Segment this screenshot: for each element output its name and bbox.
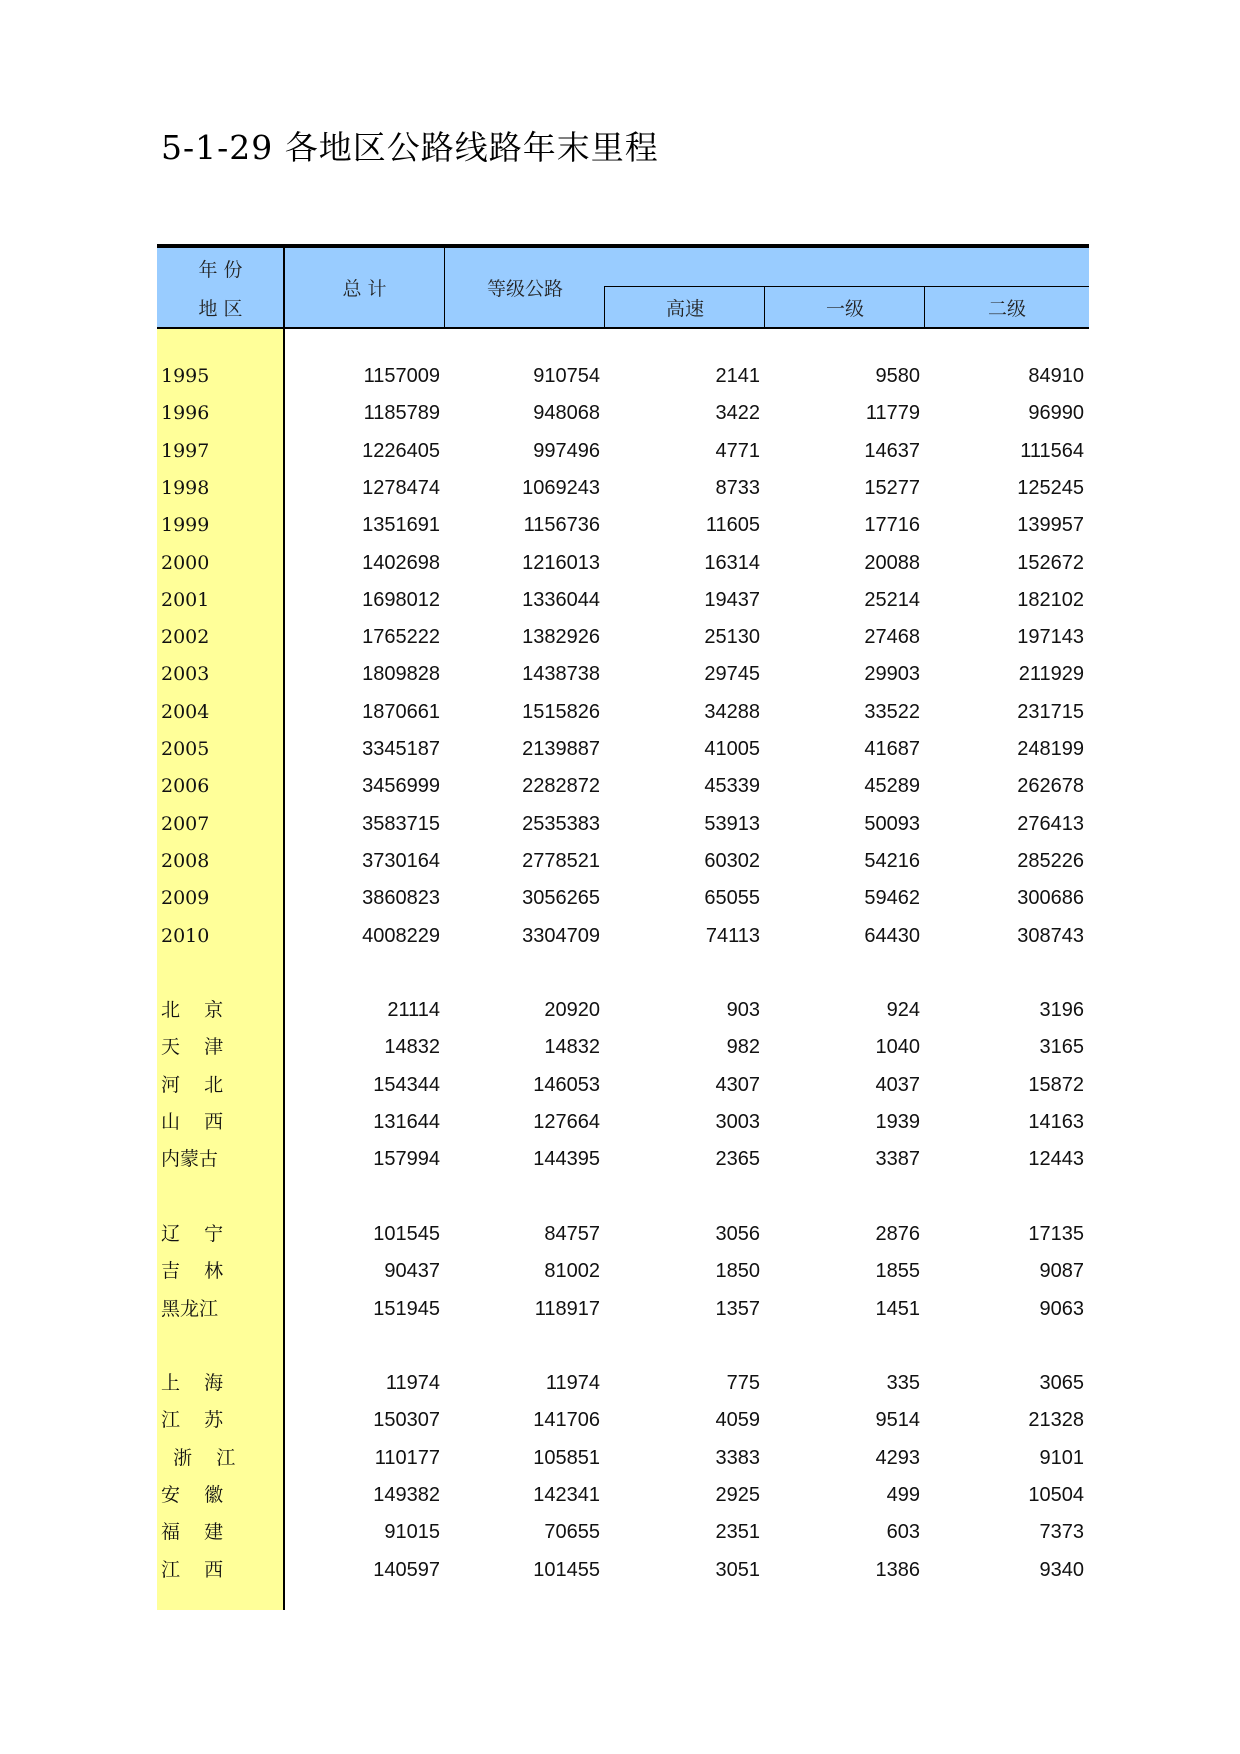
- row-label: 1997: [161, 439, 210, 462]
- cell-class-1: 3387: [875, 1148, 920, 1171]
- cell-total: 3345187: [362, 738, 440, 760]
- cell-class-2: 152672: [1017, 551, 1084, 574]
- cell-class-2: 9087: [1039, 1260, 1084, 1283]
- cell-expressway: 982: [726, 1036, 760, 1059]
- header-region-label: 地 区: [198, 298, 243, 320]
- cell-class-2: 197143: [1017, 626, 1084, 649]
- row-label: 2005: [161, 738, 210, 760]
- cell-total: 150307: [373, 1409, 440, 1432]
- cell-graded: 142341: [533, 1484, 600, 1506]
- row-label: 浙 江: [161, 1446, 236, 1469]
- cell-class-2: 285226: [1017, 849, 1084, 872]
- table-row: [157, 843, 1089, 879]
- cell-class-1: 1040: [875, 1036, 920, 1059]
- cell-class-2: 3196: [1039, 999, 1084, 1022]
- table-row: [157, 1477, 1089, 1513]
- cell-class-1: 17716: [864, 514, 920, 537]
- cell-expressway: 45339: [704, 775, 760, 798]
- cell-graded: 81002: [544, 1260, 600, 1283]
- cell-class-2: 3165: [1039, 1036, 1084, 1059]
- cell-total: 3456999: [362, 775, 440, 798]
- cell-class-2: 96990: [1028, 402, 1084, 425]
- cell-graded: 3056265: [522, 887, 600, 910]
- cell-graded: 146053: [533, 1073, 600, 1096]
- cell-expressway: 8733: [715, 476, 760, 499]
- cell-graded: 118917: [534, 1297, 600, 1320]
- table-row: [157, 1104, 1089, 1140]
- table-row: [157, 1253, 1089, 1289]
- cell-graded: 1069243: [522, 476, 600, 499]
- cell-total: 154344: [373, 1073, 440, 1096]
- cell-total: 131644: [373, 1111, 440, 1133]
- row-label: 2009: [161, 887, 210, 910]
- row-label: 安 徽: [161, 1484, 224, 1506]
- table-row: [157, 1029, 1089, 1065]
- cell-class-1: 9514: [875, 1409, 920, 1432]
- row-label: 江 苏: [161, 1409, 224, 1432]
- header-class-2: 二级: [987, 297, 1026, 320]
- cell-expressway: 16314: [704, 551, 760, 574]
- cell-class-1: 4037: [875, 1073, 920, 1096]
- table-row: [157, 992, 1089, 1028]
- cell-total: 1278474: [362, 476, 440, 499]
- cell-graded: 948068: [533, 402, 600, 425]
- cell-graded: 20920: [544, 999, 600, 1022]
- table-row: [157, 1514, 1089, 1550]
- cell-class-2: 9063: [1039, 1297, 1084, 1320]
- cell-expressway: 3003: [715, 1111, 760, 1133]
- cell-graded: 127664: [533, 1111, 600, 1133]
- cell-class-2: 300686: [1017, 887, 1084, 910]
- row-label: 1998: [161, 476, 210, 499]
- cell-total: 1809828: [362, 663, 440, 686]
- cell-class-2: 111564: [1020, 439, 1084, 462]
- cell-graded: 1438738: [522, 663, 600, 686]
- row-label: 2003: [161, 663, 210, 686]
- table-row: [157, 731, 1089, 767]
- table-row: [157, 507, 1089, 543]
- cell-total: 21114: [387, 999, 440, 1022]
- cell-total: 149382: [373, 1484, 440, 1506]
- cell-class-1: 4293: [875, 1446, 920, 1469]
- cell-class-2: 125245: [1017, 476, 1084, 499]
- cell-class-2: 84910: [1028, 365, 1084, 387]
- cell-class-1: 50093: [864, 812, 920, 835]
- cell-expressway: 3051: [715, 1558, 760, 1581]
- cell-class-2: 276413: [1017, 812, 1084, 835]
- cell-class-1: 499: [886, 1484, 920, 1506]
- cell-class-1: 33522: [864, 700, 920, 723]
- row-label: 1995: [161, 365, 210, 387]
- header-class-1: 一级: [825, 297, 864, 320]
- cell-total: 1765222: [362, 626, 440, 649]
- cell-expressway: 60302: [704, 849, 760, 872]
- cell-expressway: 3383: [715, 1446, 760, 1469]
- cell-graded: 70655: [544, 1521, 600, 1544]
- cell-total: 1402698: [362, 551, 440, 574]
- cell-class-2: 9340: [1039, 1558, 1084, 1581]
- row-label: 2002: [161, 626, 210, 649]
- cell-total: 14832: [384, 1036, 440, 1059]
- cell-expressway: 74113: [705, 924, 760, 947]
- table-row: [157, 1402, 1089, 1438]
- header-graded-roads: 等级公路: [486, 278, 563, 300]
- cell-class-2: 182102: [1017, 588, 1084, 611]
- cell-graded: 997496: [533, 439, 600, 462]
- table-row: [157, 694, 1089, 730]
- cell-expressway: 29745: [704, 663, 760, 686]
- cell-class-1: 1451: [875, 1297, 920, 1320]
- table-row: [157, 1141, 1089, 1177]
- table-row: [157, 358, 1089, 394]
- header-total: 总 计: [342, 278, 387, 300]
- cell-total: 1698012: [362, 588, 440, 611]
- cell-class-2: 14163: [1028, 1111, 1084, 1133]
- cell-class-1: 27468: [864, 626, 920, 649]
- cell-class-1: 1386: [875, 1558, 920, 1581]
- cell-total: 1185789: [363, 402, 440, 425]
- cell-class-2: 262678: [1017, 775, 1084, 798]
- cell-graded: 84757: [544, 1222, 600, 1245]
- row-label: 内蒙古: [161, 1148, 219, 1171]
- cell-class-1: 603: [886, 1521, 920, 1544]
- cell-class-1: 1855: [875, 1260, 920, 1283]
- header-divider: [604, 286, 605, 327]
- row-label: 吉 林: [161, 1260, 224, 1283]
- table-row: [157, 1291, 1089, 1327]
- cell-expressway: 65055: [704, 887, 760, 910]
- cell-graded: 144395: [533, 1148, 600, 1171]
- row-label: 江 西: [161, 1558, 224, 1581]
- table-row: [157, 1067, 1089, 1103]
- table-row: [157, 470, 1089, 506]
- cell-class-2: 21328: [1028, 1409, 1084, 1432]
- cell-class-2: 15872: [1028, 1073, 1084, 1096]
- cell-class-2: 3065: [1039, 1372, 1084, 1395]
- cell-expressway: 2351: [715, 1521, 760, 1544]
- cell-expressway: 25130: [704, 626, 760, 649]
- cell-total: 4008229: [362, 924, 440, 947]
- cell-total: 1226405: [362, 439, 440, 462]
- cell-class-1: 15277: [864, 476, 920, 499]
- row-label: 2004: [161, 700, 210, 723]
- cell-expressway: 3056: [715, 1222, 760, 1245]
- cell-total: 3583715: [362, 812, 440, 835]
- cell-total: 11974: [385, 1372, 440, 1395]
- cell-class-1: 924: [886, 999, 920, 1022]
- table-row: [157, 433, 1089, 469]
- cell-class-2: 231715: [1017, 700, 1084, 723]
- row-label: 2000: [161, 551, 210, 574]
- cell-expressway: 1357: [715, 1297, 760, 1320]
- cell-total: 110177: [374, 1446, 440, 1469]
- row-label: 2001: [161, 588, 210, 611]
- page-title: 5-1-29 各地区公路线路年末里程: [161, 128, 659, 167]
- cell-graded: 3304709: [522, 924, 600, 947]
- cell-class-1: 1939: [875, 1111, 920, 1133]
- cell-graded: 1382926: [522, 626, 600, 649]
- row-label: 2010: [161, 924, 210, 947]
- cell-class-2: 12443: [1028, 1148, 1084, 1171]
- cell-class-1: 45289: [864, 775, 920, 798]
- cell-class-2: 139957: [1017, 514, 1084, 537]
- cell-graded: 1515826: [522, 700, 600, 723]
- table-row: [157, 918, 1089, 954]
- cell-total: 3730164: [362, 849, 440, 872]
- cell-graded: 2282872: [522, 775, 600, 798]
- cell-graded: 910754: [533, 365, 600, 387]
- cell-total: 91015: [384, 1521, 440, 1544]
- table-row: [157, 1365, 1089, 1401]
- table-row: [157, 880, 1089, 916]
- cell-expressway: 34288: [704, 700, 760, 723]
- cell-expressway: 775: [726, 1372, 760, 1395]
- row-label: 山 西: [161, 1111, 224, 1133]
- row-label: 北 京: [161, 999, 224, 1022]
- table-row: [157, 1216, 1089, 1252]
- row-label: 2006: [161, 775, 210, 798]
- table-row: [157, 806, 1089, 842]
- cell-graded: 101455: [533, 1558, 600, 1581]
- table-row: [157, 1552, 1089, 1588]
- cell-expressway: 41005: [704, 738, 760, 760]
- cell-expressway: 19437: [704, 588, 760, 611]
- header-divider: [283, 248, 285, 327]
- cell-graded: 2778521: [522, 849, 600, 872]
- cell-expressway: 2141: [715, 365, 760, 387]
- table-row: [157, 582, 1089, 618]
- table-header: [157, 248, 1089, 329]
- table-row: [157, 545, 1089, 581]
- cell-graded: 105851: [533, 1446, 600, 1469]
- cell-class-1: 59462: [864, 887, 920, 910]
- cell-graded: 1216013: [522, 551, 600, 574]
- table-row: [157, 619, 1089, 655]
- cell-class-2: 7373: [1039, 1521, 1084, 1544]
- cell-total: 1351691: [362, 514, 440, 537]
- cell-graded: 2139887: [522, 738, 600, 760]
- cell-class-1: 29903: [864, 663, 920, 686]
- header-divider: [444, 248, 445, 327]
- row-label: 福 建: [161, 1521, 224, 1544]
- cell-class-1: 9580: [875, 365, 920, 387]
- row-label: 2007: [161, 812, 210, 835]
- cell-expressway: 4059: [715, 1409, 760, 1432]
- table-row: [157, 395, 1089, 431]
- cell-total: 101545: [373, 1222, 440, 1245]
- cell-class-2: 9101: [1039, 1446, 1084, 1469]
- header-divider: [924, 286, 925, 327]
- cell-class-1: 20088: [864, 551, 920, 574]
- cell-class-2: 10504: [1028, 1484, 1084, 1506]
- row-label: 天 津: [161, 1036, 224, 1059]
- cell-expressway: 3422: [715, 402, 760, 425]
- cell-expressway: 903: [726, 999, 760, 1022]
- cell-expressway: 4307: [715, 1073, 760, 1096]
- cell-class-1: 14637: [864, 439, 920, 462]
- cell-expressway: 2365: [715, 1148, 760, 1171]
- row-label: 辽 宁: [161, 1222, 224, 1245]
- table-row: [157, 656, 1089, 692]
- cell-expressway: 4771: [715, 439, 760, 462]
- row-label: 1999: [161, 514, 210, 537]
- cell-class-2: 308743: [1017, 924, 1084, 947]
- cell-total: 1870661: [362, 700, 440, 723]
- table-body: [157, 329, 1089, 1610]
- cell-expressway: 53913: [704, 812, 760, 835]
- cell-class-2: 17135: [1028, 1222, 1084, 1245]
- cell-class-1: 2876: [875, 1222, 920, 1245]
- cell-expressway: 2925: [715, 1484, 760, 1506]
- cell-class-2: 248199: [1017, 738, 1084, 760]
- cell-expressway: 1850: [715, 1260, 760, 1283]
- cell-class-1: 64430: [864, 924, 920, 947]
- cell-total: 3860823: [362, 887, 440, 910]
- cell-graded: 141706: [533, 1409, 600, 1432]
- cell-graded: 14832: [544, 1036, 600, 1059]
- cell-total: 157994: [373, 1148, 440, 1171]
- cell-total: 140597: [373, 1558, 440, 1581]
- header-expressway: 高速: [665, 297, 704, 320]
- cell-class-1: 335: [886, 1372, 920, 1395]
- cell-graded: 1336044: [522, 588, 600, 611]
- cell-total: 151945: [373, 1297, 440, 1320]
- cell-graded: 2535383: [522, 812, 600, 835]
- cell-class-1: 25214: [864, 588, 920, 611]
- cell-expressway: 11605: [705, 514, 760, 537]
- row-label: 河 北: [161, 1073, 224, 1096]
- row-label: 2008: [161, 849, 210, 872]
- cell-total: 1157009: [363, 365, 440, 387]
- table-row: [157, 768, 1089, 804]
- cell-class-1: 41687: [864, 738, 920, 760]
- header-divider: [764, 286, 765, 327]
- row-label: 上 海: [161, 1372, 224, 1395]
- cell-class-1: 54216: [864, 849, 920, 872]
- header-year-label: 年 份: [198, 258, 243, 281]
- cell-class-2: 211929: [1018, 663, 1084, 686]
- table-row: [157, 1440, 1089, 1476]
- cell-total: 90437: [384, 1260, 440, 1283]
- row-label: 黑龙江: [161, 1297, 219, 1320]
- row-label: 1996: [161, 402, 210, 425]
- cell-graded: 1156736: [523, 514, 600, 537]
- cell-graded: 11974: [545, 1372, 600, 1395]
- cell-class-1: 11779: [865, 402, 920, 425]
